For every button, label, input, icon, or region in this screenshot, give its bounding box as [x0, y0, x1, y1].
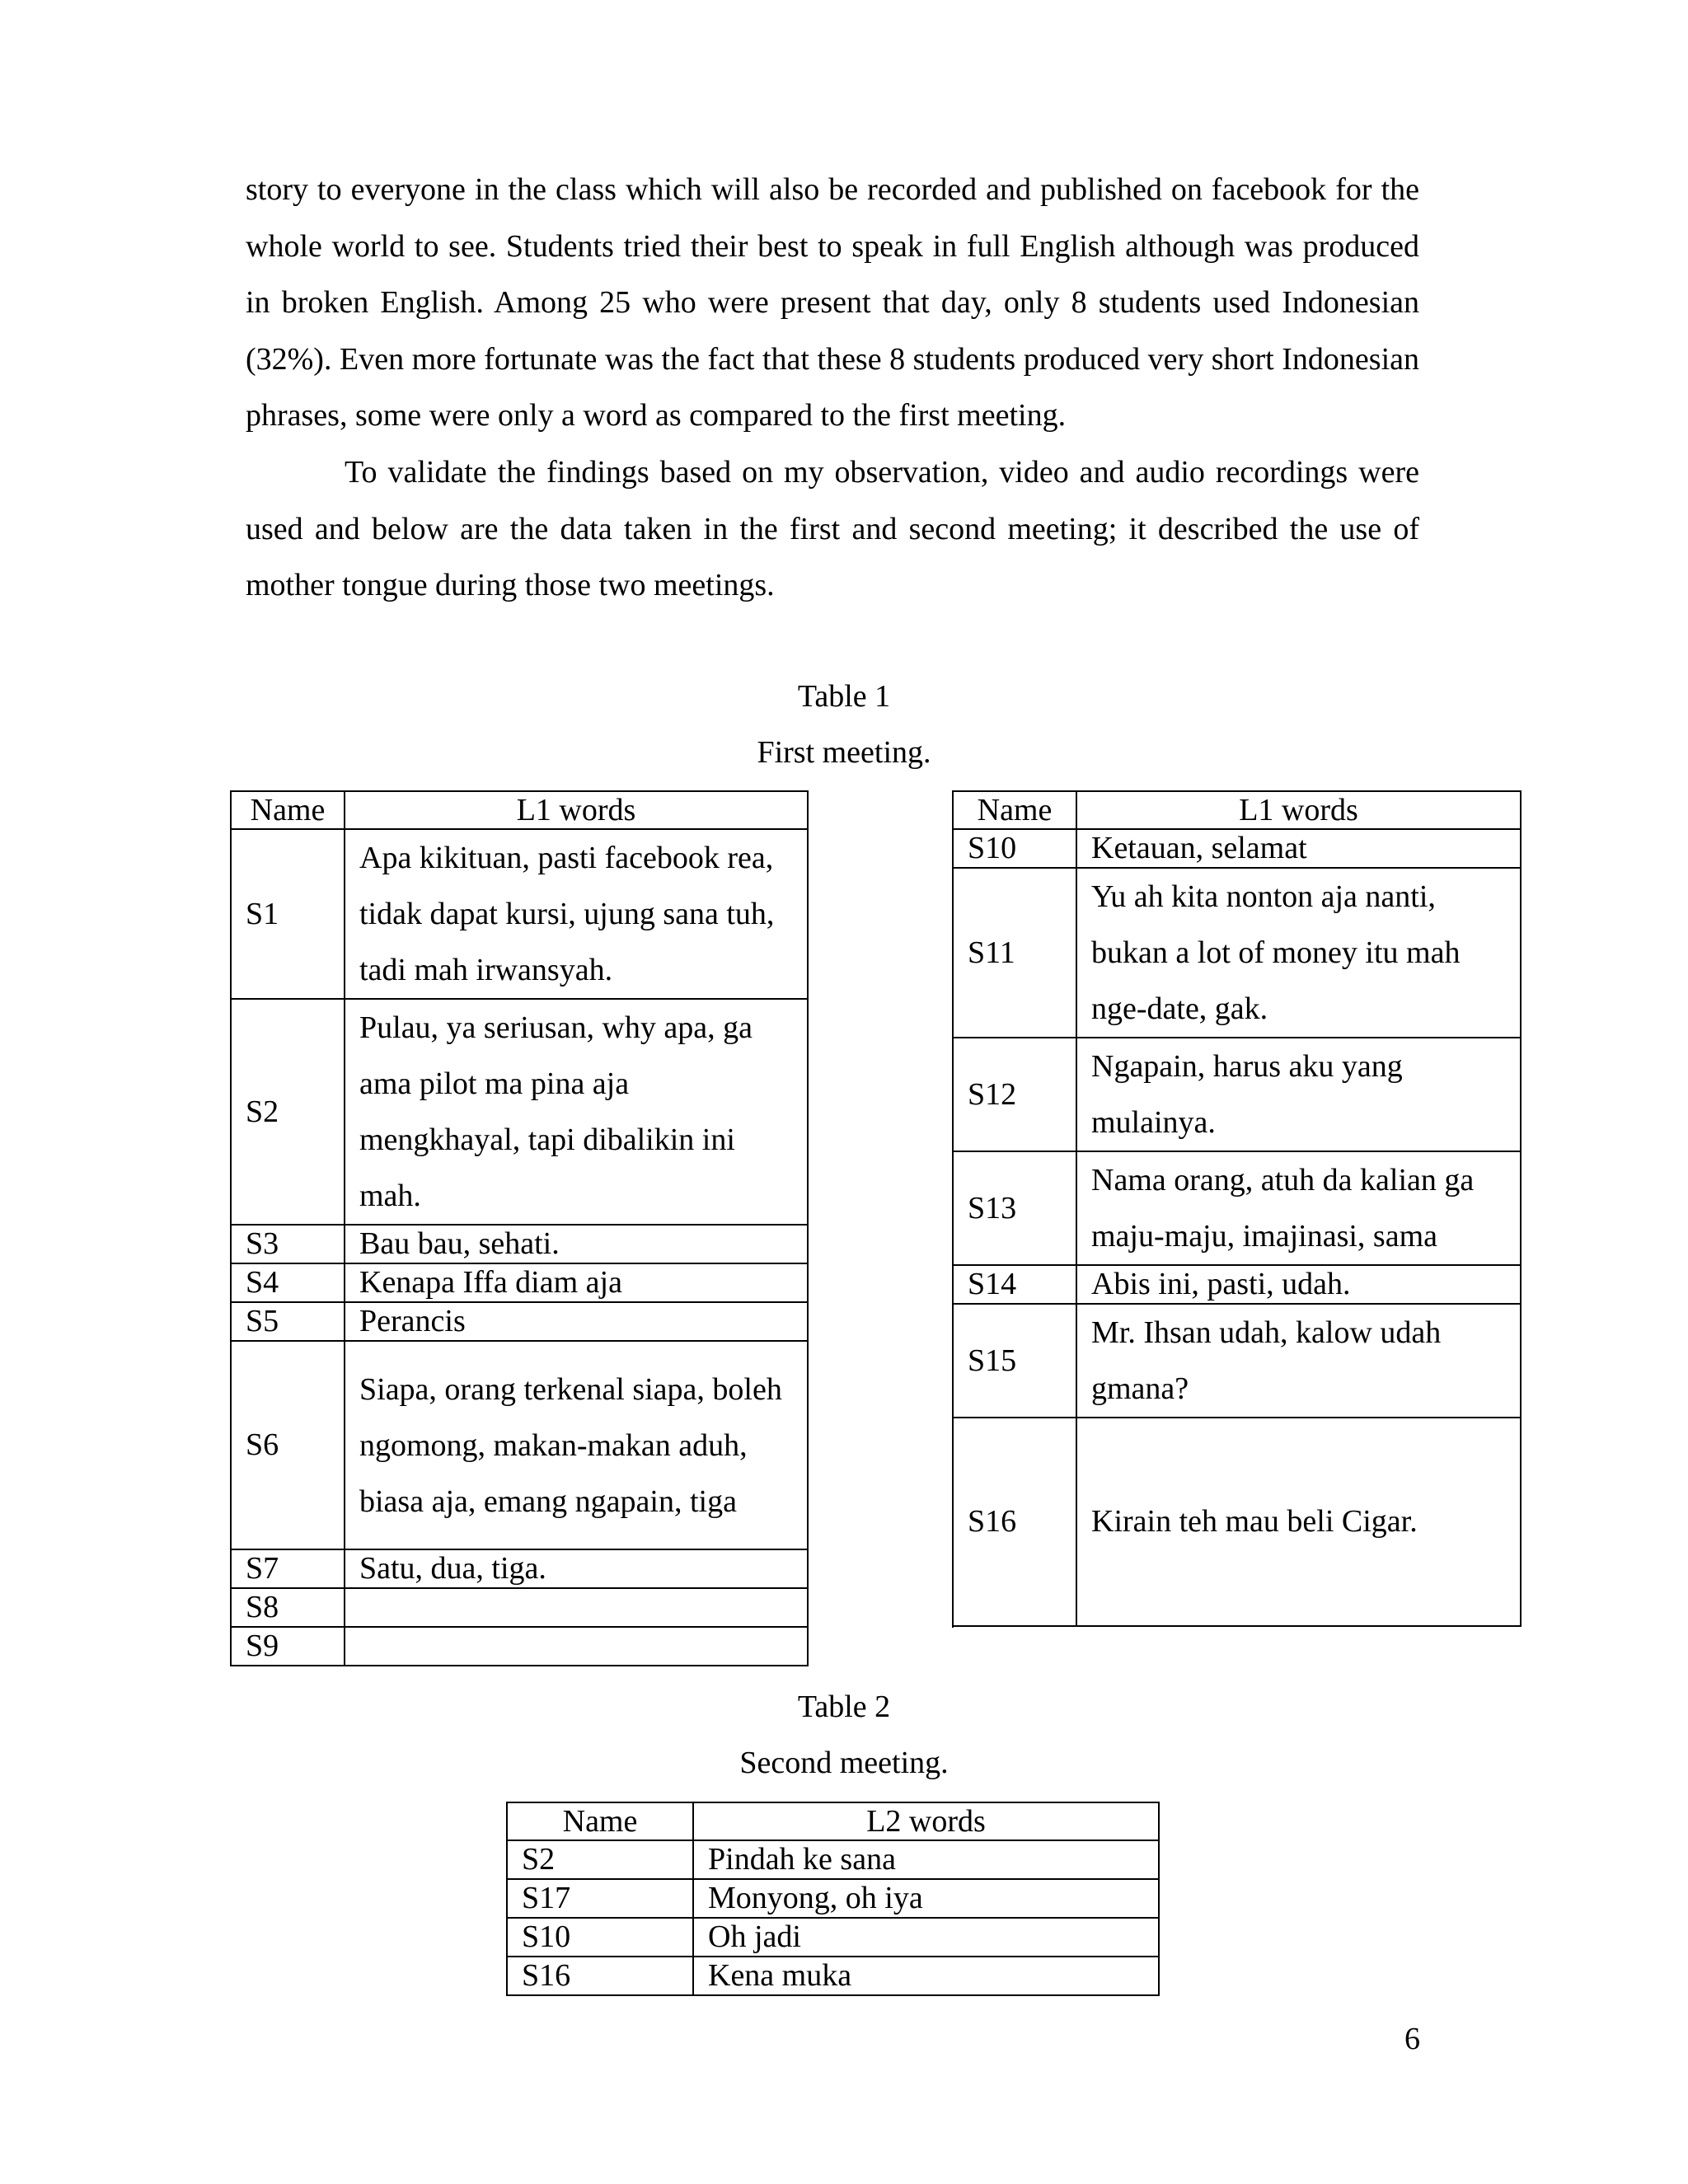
row-name: S1: [231, 829, 345, 999]
page-number: 6: [1404, 2022, 1420, 2056]
row-words: Monyong, oh iya: [693, 1879, 1159, 1918]
table-header-name: Name: [507, 1802, 693, 1840]
row-words: Ketauan, selamat: [1076, 829, 1521, 868]
table-row: [231, 1263, 808, 1302]
row-words: Yu ah kita nonton aja nanti, bukan a lot of money itu mah nge-date, gak.: [1076, 868, 1521, 1038]
row-name: S5: [231, 1302, 345, 1341]
row-name: S14: [953, 1265, 1076, 1304]
table-row: [507, 1879, 1159, 1918]
row-name: S12: [953, 1038, 1076, 1151]
table1-subtitle: First meeting.: [757, 735, 931, 770]
row-words: [345, 1627, 808, 1666]
table-row: [231, 999, 808, 1225]
row-words: Bau bau, sehati.: [345, 1225, 808, 1263]
table-header-words: L1 words: [345, 791, 808, 829]
row-name: S6: [231, 1341, 345, 1549]
table-row: [507, 1840, 1159, 1879]
row-words: Satu, dua, tiga.: [345, 1549, 808, 1588]
table2: [506, 1802, 1160, 1996]
table-row: [953, 829, 1521, 868]
row-words: Nama orang, atuh da kalian ga maju-maju, imajinasi, sama: [1076, 1151, 1521, 1265]
table-row: [231, 1341, 808, 1549]
row-name: S8: [231, 1588, 345, 1627]
row-words: Kenapa Iffa diam aja: [345, 1263, 808, 1302]
row-name: S16: [507, 1957, 693, 1995]
body-paragraph-1: story to everyone in the class which will also be recorded and published on facebook for the whole world to see. Students tried their best to speak in full English although was produced in broken English. Among 25 who were present that day, only 8 students used Indonesian (32%). Even more fortunate was the fact that these 8 students produced very short Indonesian phrases, some were only a word as compared to the first meeting.: [246, 172, 1419, 433]
table-row: [507, 1957, 1159, 1995]
table-row: [953, 1304, 1521, 1418]
table-row: [953, 1265, 1521, 1304]
table2-title: Table 2: [797, 1690, 891, 1724]
table2-subtitle: Second meeting.: [739, 1746, 949, 1780]
row-words: Siapa, orang terkenal siapa, boleh ngomong, makan-makan aduh, biasa aja, emang ngapain, tiga: [345, 1341, 808, 1549]
body-paragraph-2: To validate the findings based on my observation, video and audio recordings were used and below are the data taken in the first and second meeting; it described the use of mother tongue during those two meetings.: [246, 455, 1419, 602]
row-words: Pulau, ya seriusan, why apa, ga ama pilot ma pina aja mengkhayal, tapi dibalikin ini mah.: [345, 999, 808, 1225]
row-words: Ngapain, harus aku yang mulainya.: [1076, 1038, 1521, 1151]
row-words: Pindah ke sana: [693, 1840, 1159, 1879]
row-name: S3: [231, 1225, 345, 1263]
row-words: Oh jadi: [693, 1918, 1159, 1957]
row-name: S7: [231, 1549, 345, 1588]
table1-title: Table 1: [797, 679, 891, 714]
table-row: [231, 1627, 808, 1666]
table-header-name: Name: [953, 791, 1076, 829]
table-row: [953, 1038, 1521, 1151]
table-row: [231, 1302, 808, 1341]
row-name: S10: [507, 1918, 693, 1957]
row-name: S15: [953, 1304, 1076, 1418]
row-name: S10: [953, 829, 1076, 868]
table-row: [953, 1151, 1521, 1265]
table-header-name: Name: [231, 791, 345, 829]
row-name: S2: [231, 999, 345, 1225]
row-words: Perancis: [345, 1302, 808, 1341]
table-row: [953, 1418, 1521, 1626]
row-name: S9: [231, 1627, 345, 1666]
table-header-words: L1 words: [1076, 791, 1521, 829]
table-row: [953, 868, 1521, 1038]
row-name: S4: [231, 1263, 345, 1302]
row-name: S11: [953, 868, 1076, 1038]
table-row: [231, 1225, 808, 1263]
row-words: Mr. Ihsan udah, kalow udah gmana?: [1076, 1304, 1521, 1418]
row-words: Kirain teh mau beli Cigar.: [1076, 1418, 1521, 1626]
row-name: S17: [507, 1879, 693, 1918]
table-border-line: [952, 1549, 954, 1628]
table1-left: [230, 790, 809, 1666]
row-words: Abis ini, pasti, udah.: [1076, 1265, 1521, 1304]
table-row: [231, 1549, 808, 1588]
row-name: S16: [953, 1418, 1076, 1626]
row-words: [345, 1588, 808, 1627]
table-header-words: L2 words: [693, 1802, 1159, 1840]
row-name: S2: [507, 1840, 693, 1879]
row-name: S13: [953, 1151, 1076, 1265]
table1-right: [952, 790, 1522, 1627]
row-words: Kena muka: [693, 1957, 1159, 1995]
row-words: Apa kikituan, pasti facebook rea, tidak dapat kursi, ujung sana tuh, tadi mah irwansyah.: [345, 829, 808, 999]
table-row: [231, 1588, 808, 1627]
table-row: [507, 1918, 1159, 1957]
table-row: [231, 829, 808, 999]
